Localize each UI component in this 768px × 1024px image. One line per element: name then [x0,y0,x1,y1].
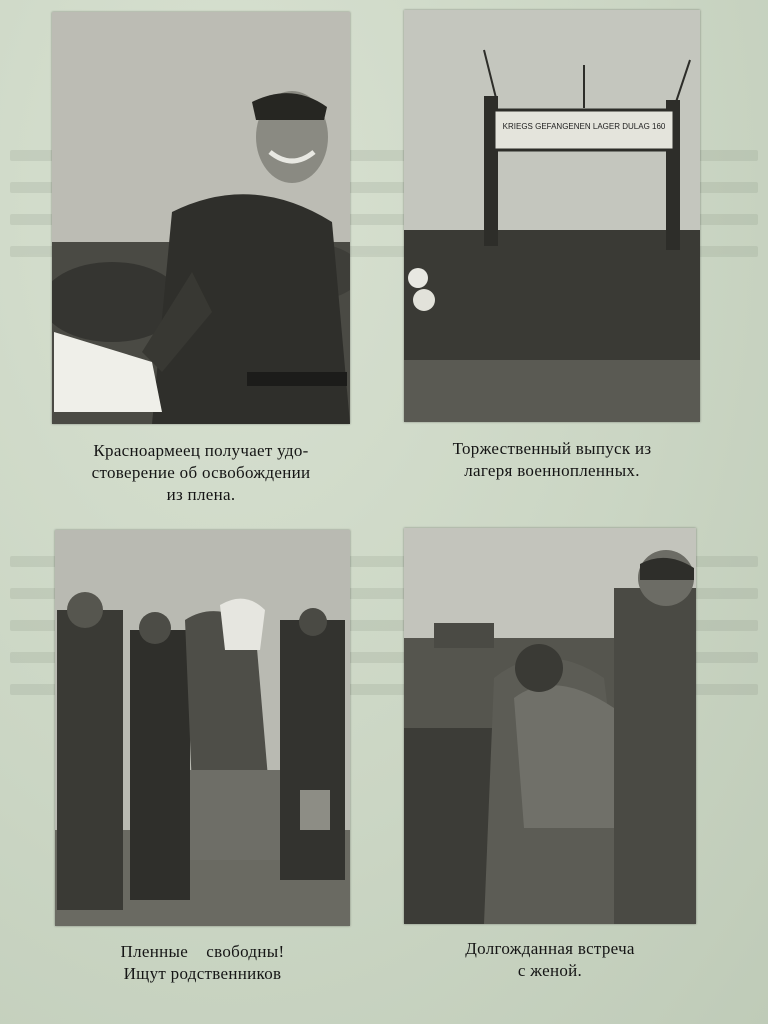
caption-line: стоверение об освобождении [91,463,311,482]
caption-camp-release [404,438,700,482]
photo-reunion-wife [404,528,696,924]
caption-line: Долгожданная встреча [465,939,635,958]
caption-line: Ищут родственников [123,964,282,983]
caption-prisoners-freed [55,941,350,985]
photo-camp-release [404,10,700,422]
caption-line: Торжественный выпуск из [452,439,652,458]
caption-line: из плена. [166,485,236,504]
caption-line: лагеря военнопленных. [464,461,640,480]
photo-soldier-certificate [52,12,350,424]
caption-line: с женой. [517,961,583,980]
caption-soldier-certificate [52,440,350,506]
caption-line: Красноармеец получает удо- [93,441,309,460]
caption-reunion-wife [404,938,696,982]
caption-line: Пленные свободны! [120,942,285,961]
photo-prisoners-freed [55,530,350,926]
gate-sign-text: KRIEGS GEFANGENEN LAGER DULAG 160 [502,122,666,131]
